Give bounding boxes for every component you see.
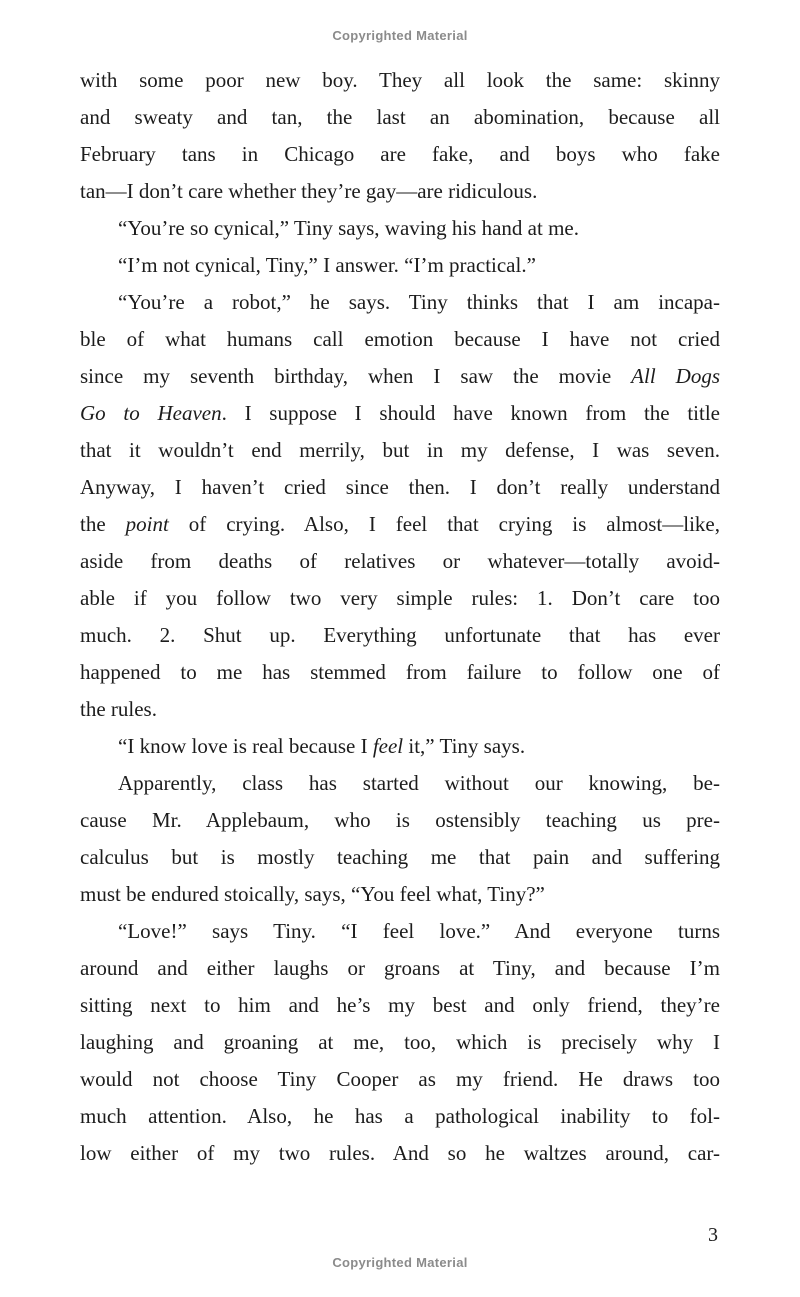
text-segment: it,” Tiny says. xyxy=(403,734,526,758)
text-line xyxy=(80,654,720,691)
text-segment: able if you follow two very simple rules: 1. Don’t care too xyxy=(80,586,720,610)
text-line xyxy=(80,469,720,506)
page-number: 3 xyxy=(708,1224,718,1246)
text-line xyxy=(80,321,720,358)
paragraph xyxy=(80,210,720,247)
text-segment: must be endured stoically, says, “You feel what, Tiny?” xyxy=(80,882,545,906)
text-segment: cause Mr. Applebaum, who is ostensibly teaching us pre- xyxy=(80,808,720,832)
text-line xyxy=(80,987,720,1024)
text-line xyxy=(80,358,720,395)
text-segment: “You’re a robot,” he says. Tiny thinks that I am incapa- xyxy=(118,290,720,314)
text-segment: would not choose Tiny Cooper as my friend. He draws too xyxy=(80,1067,720,1091)
text-segment: February tans in Chicago are fake, and boys who fake xyxy=(80,142,720,166)
text-line xyxy=(80,1098,720,1135)
text-segment: “I’m not cynical, Tiny,” I answer. “I’m practical.” xyxy=(118,253,536,277)
text-segment: laughing and groaning at me, too, which is precisely why I xyxy=(80,1030,720,1054)
text-segment: Apparently, class has started without our knowing, be- xyxy=(118,771,720,795)
paragraph xyxy=(80,284,720,728)
text-line xyxy=(80,432,720,469)
body-text xyxy=(80,62,720,1172)
text-segment: the rules. xyxy=(80,697,157,721)
text-segment: with some poor new boy. They all look the same: skinny xyxy=(80,68,720,92)
text-line xyxy=(80,395,720,432)
text-line xyxy=(80,691,720,728)
text-line xyxy=(80,1061,720,1098)
text-line xyxy=(80,580,720,617)
paragraph xyxy=(80,913,720,1172)
text-line xyxy=(80,765,720,802)
text-line xyxy=(80,876,720,913)
text-segment: tan—I don’t care whether they’re gay—are ridiculous. xyxy=(80,179,538,203)
copyright-notice-bottom: Copyrighted Material xyxy=(332,1255,468,1270)
italic-text-segment: All Dogs xyxy=(631,364,720,388)
text-segment: that it wouldn’t end merrily, but in my defense, I was seven. xyxy=(80,438,720,462)
text-line xyxy=(80,284,720,321)
text-segment: “Love!” says Tiny. “I feel love.” And everyone turns xyxy=(118,919,720,943)
text-line xyxy=(80,950,720,987)
text-segment: the xyxy=(80,512,126,536)
text-line xyxy=(80,247,720,284)
text-line xyxy=(80,543,720,580)
italic-text-segment: point xyxy=(125,512,169,536)
text-segment: sitting next to him and he’s my best and only friend, they’re xyxy=(80,993,720,1017)
text-segment: “You’re so cynical,” Tiny says, waving his hand at me. xyxy=(118,216,579,240)
text-line xyxy=(80,1135,720,1172)
text-segment: since my seventh birthday, when I saw the movie xyxy=(80,364,632,388)
text-line xyxy=(80,1024,720,1061)
paragraph xyxy=(80,765,720,913)
italic-text-segment: Go to Heaven xyxy=(80,401,222,425)
italic-text-segment: feel xyxy=(372,734,404,758)
text-line xyxy=(80,62,720,99)
text-segment: Anyway, I haven’t cried since then. I don’t really understand xyxy=(80,475,720,499)
text-line xyxy=(80,173,720,210)
text-line xyxy=(80,99,720,136)
text-line xyxy=(80,506,720,543)
text-segment: much attention. Also, he has a pathological inability to fol- xyxy=(80,1104,720,1128)
text-line xyxy=(80,136,720,173)
text-line xyxy=(80,210,720,247)
text-segment: low either of my two rules. And so he waltzes around, car- xyxy=(80,1141,720,1165)
text-segment: of crying. Also, I feel that crying is almost—like, xyxy=(168,512,721,536)
text-segment: and sweaty and tan, the last an abomination, because all xyxy=(80,105,720,129)
text-segment: much. 2. Shut up. Everything unfortunate that has ever xyxy=(80,623,720,647)
text-line xyxy=(80,617,720,654)
text-line xyxy=(80,839,720,876)
text-segment: ble of what humans call emotion because I have not cried xyxy=(80,327,720,351)
text-segment: happened to me has stemmed from failure to follow one of xyxy=(80,660,720,684)
text-segment: calculus but is mostly teaching me that pain and suffering xyxy=(80,845,720,869)
paragraph xyxy=(80,62,720,210)
text-line xyxy=(80,802,720,839)
text-line xyxy=(80,913,720,950)
text-segment: “I know love is real because I xyxy=(118,734,373,758)
copyright-notice-top: Copyrighted Material xyxy=(332,28,468,43)
paragraph xyxy=(80,247,720,284)
text-segment: around and either laughs or groans at Tiny, and because I’m xyxy=(80,956,720,980)
text-segment: . I suppose I should have known from the title xyxy=(221,401,720,425)
text-segment: aside from deaths of relatives or whatever—totally avoid- xyxy=(80,549,720,573)
text-line xyxy=(80,728,720,765)
paragraph xyxy=(80,728,720,765)
